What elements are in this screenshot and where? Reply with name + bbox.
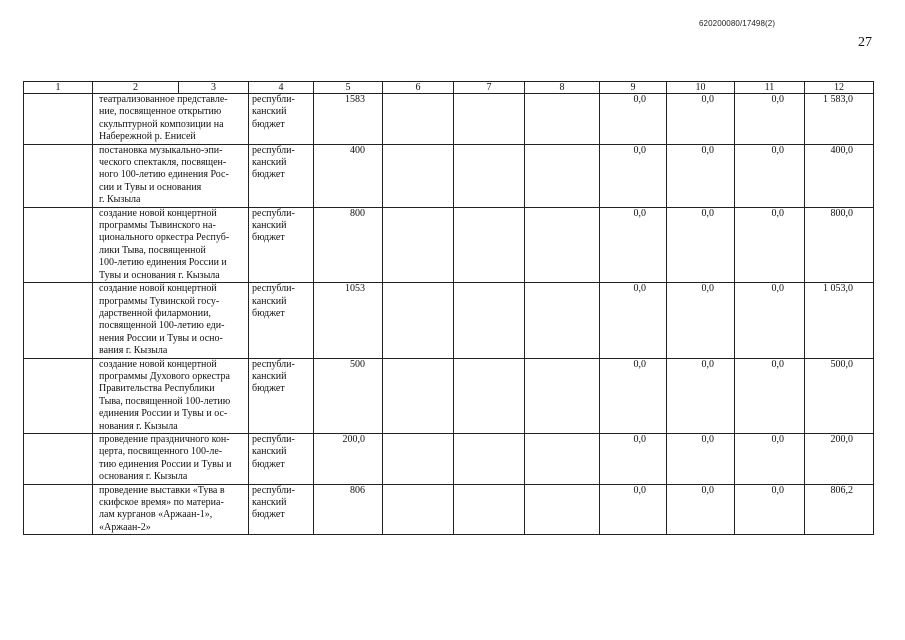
- description-line: скифское время» по материа-: [99, 497, 224, 508]
- value-col9: 0,0: [600, 484, 667, 535]
- funding-source-line: бюджет: [252, 118, 285, 130]
- column-number: 3: [179, 82, 249, 94]
- value-col10: 0,0: [667, 358, 735, 433]
- description-line: программы Духового оркестра: [99, 370, 230, 382]
- value-col12: 1 053,0: [805, 283, 874, 358]
- description-line: лам курганов «Аржаан-1»,: [99, 509, 213, 521]
- description-line: проведение выставки «Тува в: [99, 484, 225, 496]
- funding-source-line: республи-: [252, 94, 295, 105]
- description-line: программы Тувинской госу-: [99, 295, 220, 307]
- empty-cell-col8: [525, 283, 600, 358]
- column-number: 9: [600, 82, 667, 94]
- description-line: создание новой концертной: [99, 283, 217, 295]
- empty-cell-col7: [454, 144, 525, 207]
- empty-cell-col8: [525, 358, 600, 433]
- column-number: 2: [93, 82, 179, 94]
- table-row: [24, 94, 874, 145]
- column-number: 10: [667, 82, 735, 94]
- description-line: сии и Тувы и основания: [99, 181, 202, 193]
- activity-description: [93, 433, 249, 484]
- empty-cell-col6: [383, 283, 454, 358]
- document-id-code: 620200080/17498(2): [699, 19, 776, 28]
- column-number: 12: [805, 82, 874, 94]
- empty-cell-col6: [383, 433, 454, 484]
- page-number: 27: [858, 35, 872, 50]
- value-col10: 0,0: [667, 484, 735, 535]
- empty-cell-col7: [454, 94, 525, 145]
- funding-source: [249, 207, 314, 282]
- empty-cell-col1: [24, 144, 93, 207]
- empty-cell-col8: [525, 94, 600, 145]
- value-col12: 500,0: [805, 358, 874, 433]
- value-col5: 400: [314, 144, 383, 207]
- value-col5: 800: [314, 207, 383, 282]
- funding-source-line: бюджет: [252, 383, 285, 395]
- empty-cell-col1: [24, 358, 93, 433]
- description-line: скульптурной композиции на: [99, 118, 224, 130]
- value-col10: 0,0: [667, 144, 735, 207]
- description-line: создание новой концертной: [99, 358, 217, 370]
- description-line: нования г. Кызыла: [99, 420, 178, 432]
- value-col5: 806: [314, 484, 383, 535]
- value-col9: 0,0: [600, 144, 667, 207]
- value-col9: 0,0: [600, 283, 667, 358]
- empty-cell-col7: [454, 433, 525, 484]
- funding-source-line: республи-: [252, 144, 295, 156]
- value-col10: 0,0: [667, 283, 735, 358]
- funding-source-line: республи-: [252, 283, 295, 295]
- funding-source-line: канский: [252, 446, 287, 458]
- funding-source-line: бюджет: [252, 169, 285, 181]
- funding-source-line: бюджет: [252, 307, 285, 319]
- value-col5: 500: [314, 358, 383, 433]
- description-line: театрализованное представле-: [99, 94, 228, 105]
- funding-source: [249, 484, 314, 535]
- column-number: 7: [454, 82, 525, 94]
- funding-source-line: канский: [252, 370, 287, 382]
- value-col11: 0,0: [735, 358, 805, 433]
- column-number: 6: [383, 82, 454, 94]
- description-line: Тыва, посвященной 100-летию: [99, 395, 231, 407]
- column-number: 8: [525, 82, 600, 94]
- value-col12: 200,0: [805, 433, 874, 484]
- activity-description: [93, 484, 249, 535]
- funding-source-line: республи-: [252, 358, 295, 370]
- funding-source-line: канский: [252, 106, 287, 118]
- value-col11: 0,0: [735, 144, 805, 207]
- description-line: вания г. Кызыла: [99, 345, 168, 357]
- funding-source-line: республи-: [252, 433, 295, 445]
- description-line: г. Кызыла: [99, 194, 141, 206]
- activity-description: [93, 283, 249, 358]
- value-col11: 0,0: [735, 207, 805, 282]
- table-row: [24, 283, 874, 358]
- value-col9: 0,0: [600, 433, 667, 484]
- value-col9: 0,0: [600, 207, 667, 282]
- activity-description: [93, 358, 249, 433]
- empty-cell-col7: [454, 207, 525, 282]
- empty-cell-col1: [24, 207, 93, 282]
- value-col12: 800,0: [805, 207, 874, 282]
- table-row: [24, 144, 874, 207]
- funding-source-line: канский: [252, 497, 287, 508]
- funding-source-line: бюджет: [252, 458, 285, 470]
- value-col9: 0,0: [600, 358, 667, 433]
- value-col12: 806,2: [805, 484, 874, 535]
- empty-cell-col6: [383, 144, 454, 207]
- description-line: ческого спектакля, посвящен-: [99, 157, 227, 169]
- description-line: Набережной р. Енисей: [99, 131, 196, 143]
- column-number: 1: [24, 82, 93, 94]
- description-line: тию единения России и Тувы и: [99, 458, 232, 470]
- description-line: дарственной филармонии,: [99, 307, 211, 319]
- funding-source-line: республи-: [252, 484, 295, 496]
- empty-cell-col7: [454, 283, 525, 358]
- description-line: Тувы и основания г. Кызыла: [99, 269, 220, 281]
- empty-cell-col1: [24, 283, 93, 358]
- description-line: 100-летию единения России и: [99, 257, 227, 269]
- empty-cell-col6: [383, 207, 454, 282]
- funding-source-line: канский: [252, 220, 287, 232]
- value-col10: 0,0: [667, 94, 735, 145]
- description-line: нения России и Тувы и осно-: [99, 332, 223, 344]
- value-col9: 0,0: [600, 94, 667, 145]
- value-col5: 1053: [314, 283, 383, 358]
- description-line: Правительства Республики: [99, 383, 215, 395]
- description-line: ционального оркестра Респуб-: [99, 232, 230, 244]
- empty-cell-col6: [383, 358, 454, 433]
- funding-source: [249, 144, 314, 207]
- funding-source-line: бюджет: [252, 509, 285, 521]
- funding-source: [249, 94, 314, 145]
- empty-cell-col6: [383, 484, 454, 535]
- empty-cell-col6: [383, 94, 454, 145]
- column-number-row: [24, 82, 874, 94]
- table-row: [24, 433, 874, 484]
- column-number: 4: [249, 82, 314, 94]
- empty-cell-col1: [24, 484, 93, 535]
- value-col11: 0,0: [735, 484, 805, 535]
- description-line: ного 100-летию единения Рос-: [99, 169, 229, 181]
- description-line: единения России и Тувы и ос-: [99, 408, 228, 420]
- value-col10: 0,0: [667, 207, 735, 282]
- activity-description: [93, 144, 249, 207]
- value-col5: 1583: [314, 94, 383, 145]
- column-number: 5: [314, 82, 383, 94]
- funding-source-line: республи-: [252, 207, 295, 219]
- activity-description: [93, 207, 249, 282]
- column-number: 11: [735, 82, 805, 94]
- empty-cell-col1: [24, 433, 93, 484]
- description-line: лики Тыва, посвященной: [99, 244, 206, 256]
- empty-cell-col8: [525, 144, 600, 207]
- value-col12: 1 583,0: [805, 94, 874, 145]
- description-line: «Аржаан-2»: [99, 521, 151, 533]
- table-row: [24, 207, 874, 282]
- empty-cell-col7: [454, 484, 525, 535]
- value-col11: 0,0: [735, 433, 805, 484]
- value-col10: 0,0: [667, 433, 735, 484]
- empty-cell-col7: [454, 358, 525, 433]
- funding-source: [249, 283, 314, 358]
- empty-cell-col8: [525, 433, 600, 484]
- funding-source-line: бюджет: [252, 232, 285, 244]
- description-line: основания г. Кызыла: [99, 471, 188, 483]
- funding-source-line: канский: [252, 295, 287, 307]
- description-line: программы Тывинского на-: [99, 220, 216, 232]
- budget-table: [23, 81, 874, 535]
- table-row: [24, 358, 874, 433]
- table-row: [24, 484, 874, 535]
- value-col5: 200,0: [314, 433, 383, 484]
- description-line: проведение праздничного кон-: [99, 433, 230, 445]
- description-line: церта, посвященного 100-ле-: [99, 446, 223, 458]
- value-col11: 0,0: [735, 94, 805, 145]
- funding-source: [249, 358, 314, 433]
- description-line: ние, посвященное открытию: [99, 106, 222, 118]
- description-line: создание новой концертной: [99, 207, 217, 219]
- funding-source-line: канский: [252, 157, 287, 169]
- value-col12: 400,0: [805, 144, 874, 207]
- activity-description: [93, 94, 249, 145]
- description-line: постановка музыкально-эпи-: [99, 144, 223, 156]
- value-col11: 0,0: [735, 283, 805, 358]
- description-line: посвященной 100-летию еди-: [99, 320, 225, 332]
- empty-cell-col1: [24, 94, 93, 145]
- empty-cell-col8: [525, 207, 600, 282]
- empty-cell-col8: [525, 484, 600, 535]
- funding-source: [249, 433, 314, 484]
